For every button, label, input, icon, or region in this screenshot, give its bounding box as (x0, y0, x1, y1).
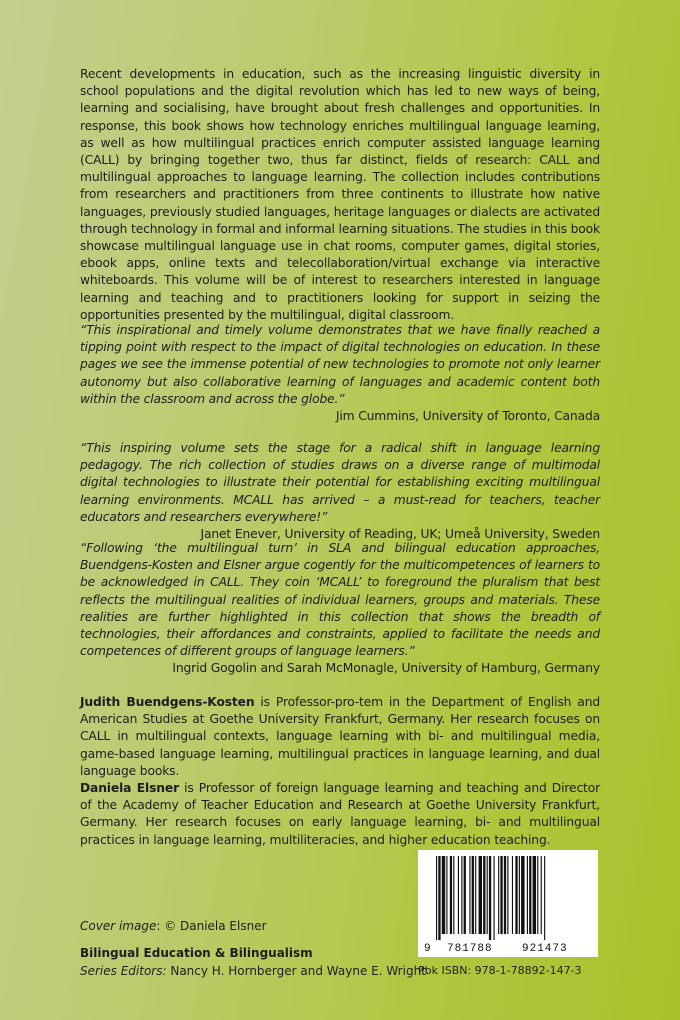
barcode-bar (494, 856, 495, 940)
endorsement-2 (80, 440, 600, 543)
isbn-text: Pbk ISBN: 978-1-78892-147-3 (418, 964, 582, 977)
barcode-bar (521, 856, 524, 934)
barcode-bar (504, 856, 506, 934)
barcode-bar (469, 856, 470, 934)
barcode-digits-left: 781788 (447, 943, 493, 955)
endorsement-attribution: Ingrid Gogolin and Sarah McMonagle, University of Hamburg, Germany (172, 661, 600, 676)
barcode-digit-prefix: 9 (424, 943, 431, 955)
author-bio: is Professor-pro-tem in the Department of English and American Studies at Goethe University Frankfurt, Germany. Her research focuses on CALL in multilingual contexts, language learning with bi- and multilingual media, game-based language learning, multilingual practices in language learning, and dual language books. (80, 695, 600, 778)
barcode-bar (537, 856, 538, 934)
barcode-bar (507, 856, 508, 934)
barcode-bar (533, 856, 536, 934)
barcode-bar (458, 856, 459, 934)
endorsement-quote: “This inspiring volume sets the stage for a radical shift in language learning pedagogy. The rich collection of studies draws on a diverse range of multimodal digital technologies to illustrate their potential for establishing exciting multilingual learning environments. MCALL has arrived – a must-read for teachers, teacher educators and researchers everywhere!” (80, 441, 600, 524)
book-description (80, 66, 600, 324)
barcode-bar (487, 856, 488, 934)
barcode-bar (442, 856, 445, 934)
barcode-digits-right: 921473 (522, 943, 568, 955)
author-bio-text (80, 780, 600, 849)
endorsement-quote: “Following ‘the multilingual turn’ in SLA and bilingual education approaches, Buendgens-Kosten and Elsner argue cogently for the multicompetences of learners to be acknowledged in CALL. They coin ‘MCALL’ to foreground the pluralism that best reflects the multilingual realities of individual learners, groups and materials. These realities are further highlighted in this collection that shows the breadth of technologies, their affordances and constraints, applied to facilitate the needs and competences of different groups of language learners.” (80, 541, 600, 659)
barcode-bar (498, 856, 499, 934)
endorsement-1 (80, 322, 600, 425)
barcode-bar (436, 856, 437, 940)
endorsement-quote: “This inspirational and timely volume demonstrates that we have finally reached a tipping point with respect to the impact of digital technologies on education. In these pages we see the immense potential of new technologies to promote not only learner autonomy but also collaborative learning of languages and academic content both within the classroom and across the globe.” (80, 323, 600, 406)
barcode-bar (512, 856, 513, 934)
barcode-bar (475, 856, 476, 934)
barcode-bar (479, 856, 482, 934)
barcode-bar (464, 856, 466, 934)
author-bio: is Professor of foreign language learning and teaching and Director of the Academy of Teacher Education and Research at Goethe University Frankfurt, Germany. Her research focuses on early language learning, bi- and multilingual practices in language learning, multiliteracies, and higher education teaching. (80, 781, 601, 847)
cover-image-credit-text: : © Daniela Elsner (156, 919, 267, 933)
barcode-bar (529, 856, 531, 934)
barcode-bar (541, 856, 542, 934)
endorsement-attribution: Janet Enever, University of Reading, UK; Umeå University, Sweden (200, 527, 600, 542)
endorsement-attribution: Jim Cummins, University of Toronto, Canada (335, 409, 600, 424)
barcode-bar (489, 856, 491, 940)
barcode-bar (472, 856, 474, 934)
barcode-bar (500, 856, 502, 934)
barcode-bar (450, 856, 452, 934)
series-editors-label: Series Editors: (80, 964, 167, 978)
barcode-bar (544, 856, 545, 940)
series-editors (80, 963, 426, 979)
author-name: Judith Buendgens-Kosten (80, 695, 255, 709)
series-editors-names: Nancy H. Hornberger and Wayne E. Wright (166, 964, 426, 978)
barcode-bar (446, 856, 447, 934)
cover-image-credit (80, 918, 267, 934)
barcode-bar (527, 856, 528, 934)
barcode-bar (438, 856, 440, 940)
series-title: Bilingual Education & Bilingualism (80, 946, 313, 960)
author-bio-2 (80, 780, 600, 849)
barcode-bar (453, 856, 454, 934)
author-bio-text (80, 694, 600, 780)
barcode-bar (461, 856, 462, 934)
endorsement-3 (80, 540, 600, 678)
barcode-bar (515, 856, 517, 934)
isbn-barcode (418, 850, 598, 957)
barcode-bar (519, 856, 520, 934)
author-name: Daniela Elsner (80, 781, 179, 795)
barcode-bars (418, 850, 598, 957)
cover-image-label: Cover image (80, 919, 157, 933)
author-bio-1 (80, 694, 600, 780)
barcode-bar (483, 856, 485, 934)
description-text: Recent developments in education, such as the increasing linguistic diversity in school populations and the digital revolution which has led to new ways of being, learning and socialising, have brought about fresh challenges and opportunities. In response, this book shows how technology enriches multilingual language learning, as well as how multilingual practices enrich computer assisted language learning (CALL) by bringing together two, thus far distinct, fields of research: CALL and multilingual approaches to language learning. The collection includes contributions from researchers and practitioners from three continents to illustrate how native languages, previously studied languages, heritage languages or dialects are activated through technology in formal and informal learning situations. The studies in this book showcase multilingual language use in chat rooms, computer games, digital stories, ebook apps, online texts and telecollaboration/virtual exchange via interactive whiteboards. This volume will be of interest to researchers interested in language learning and teaching and to practitioners looking for support in seizing the opportunities presented by the multilingual, digital classroom. (80, 67, 600, 322)
